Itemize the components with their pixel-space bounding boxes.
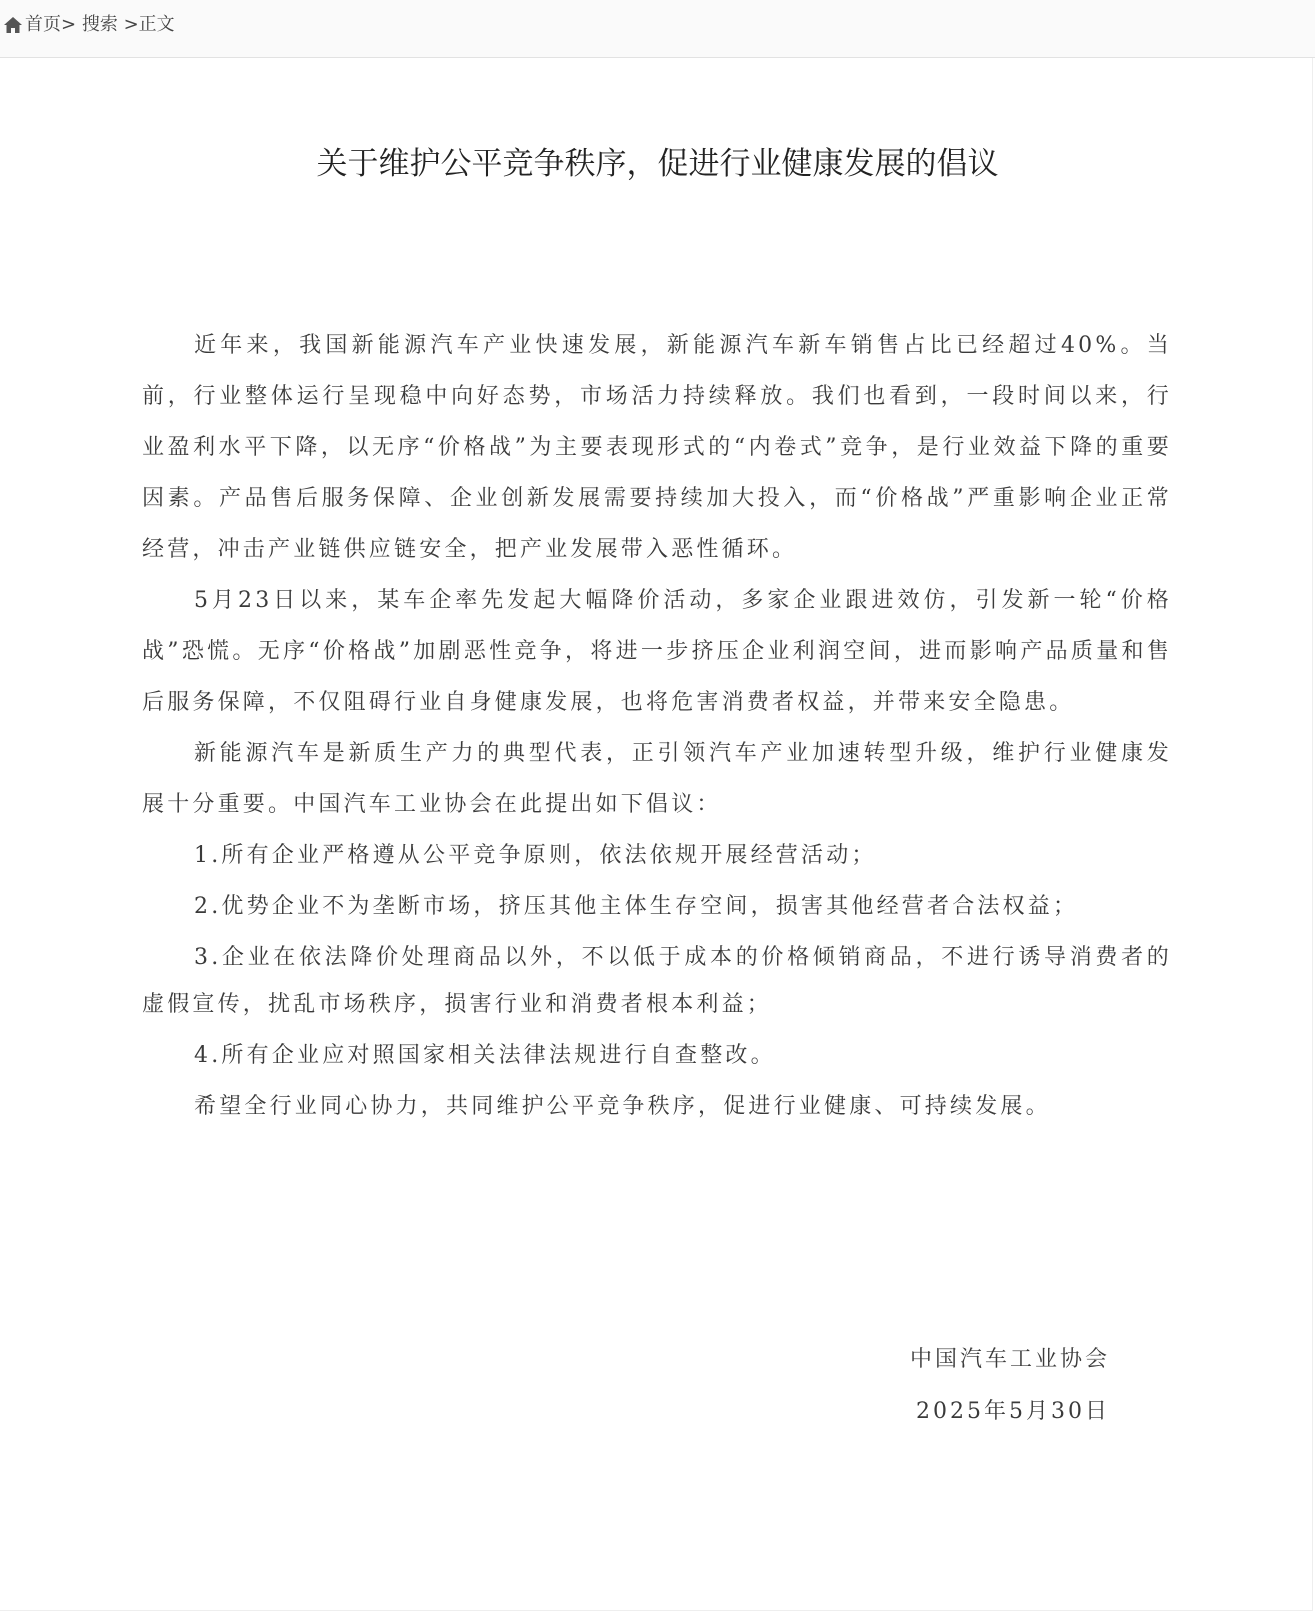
article-paragraph: 近年来，我国新能源汽车产业快速发展，新能源汽车新车销售占比已经超过40%。当前，行业整体运行呈现稳中向好态势，市场活力持续释放。我们也看到，一段时间以来，行业盈利水平下降，以无序“价格战”为主要表现形式的“内卷式”竞争，是行业效益下降的重要因素。产品售后服务保障、企业创新发展需要持续加大投入，而“价格战”严重影响企业正常经营，冲击产业链供应链安全，把产业发展带入恶性循环。 (142, 333, 1172, 562)
signature-date: 2025年5月30日 (916, 1399, 1110, 1424)
proposal-item: 3.企业在依法降价处理商品以外，不以低于成本的价格倾销商品，不进行诱导消费者的虚假宣传，扰乱市场秩序，损害行业和消费者根本利益； (142, 945, 1172, 1017)
breadcrumb-separator: > (61, 14, 77, 35)
breadcrumb-bar (0, 0, 1315, 58)
article-title: 关于维护公平竞争秩序，促进行业健康发展的倡议 (316, 146, 999, 182)
signature-block (910, 1334, 1110, 1438)
article-body (142, 320, 1172, 1132)
home-icon[interactable] (3, 16, 23, 34)
proposal-item: 2.优势企业不为垄断市场，挤压其他主体生存空间，损害其他经营者合法权益； (194, 894, 1079, 919)
proposal-item: 1.所有企业严格遵从公平竞争原则，依法依规开展经营活动； (194, 843, 877, 868)
breadcrumb-separator: > (123, 14, 139, 35)
proposal-item: 4.所有企业应对照国家相关法律法规进行自查整改。 (194, 1043, 776, 1068)
article-closing: 希望全行业同心协力，共同维护公平竞争秩序，促进行业健康、可持续发展。 (194, 1094, 1051, 1119)
breadcrumb-current: 正文 (138, 14, 175, 35)
breadcrumb (3, 12, 175, 38)
article-paragraph: 新能源汽车是新质生产力的典型代表，正引领汽车产业加速转型升级，维护行业健康发展十分重要。中国汽车工业协会在此提出如下倡议： (142, 741, 1172, 817)
breadcrumb-home-link[interactable]: 首页 (25, 14, 61, 35)
breadcrumb-search-link[interactable]: 搜索 (81, 14, 118, 35)
signature-organization: 中国汽车工业协会 (909, 1347, 1110, 1372)
article-paragraph: 5月23日以来，某车企率先发起大幅降价活动，多家企业跟进效仿，引发新一轮“价格战”恐慌。无序“价格战”加剧恶性竞争，将进一步挤压企业利润空间，进而影响产品质量和售后服务保障，不仅阻碍行业自身健康发展，也将危害消费者权益，并带来安全隐患。 (142, 588, 1172, 715)
